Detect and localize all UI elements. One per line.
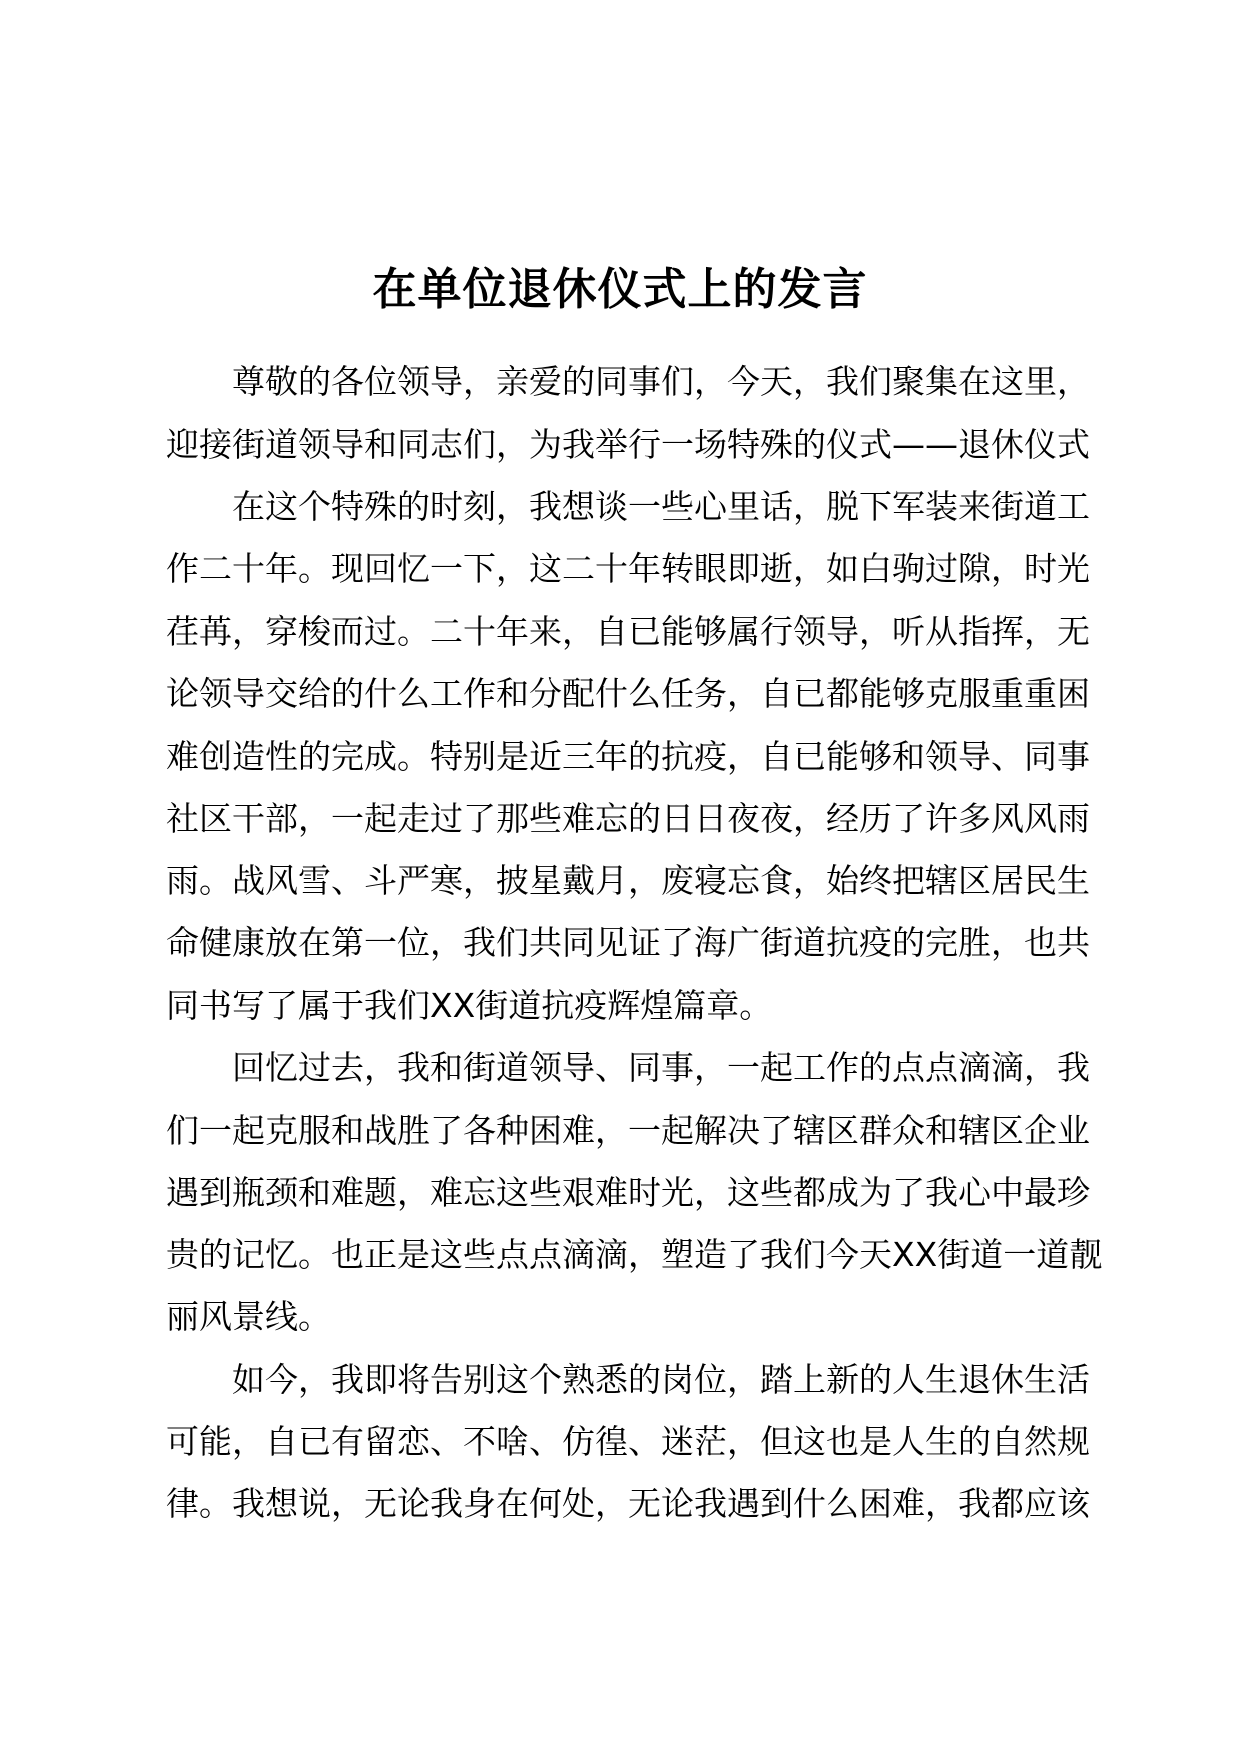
paragraph-line: 贵的记忆。也正是这些点点滴滴，塑造了我们今天XX街道一道靓 [166,1235,1103,1274]
paragraph-line: 遇到瓶颈和难题，难忘这些艰难时光，这些都成为了我心中最珍 [166,1173,1090,1212]
paragraph-line: 荏苒，穿梭而过。二十年来，自已能够属行领导，听从指挥，无 [166,612,1090,651]
paragraph-line: 同书写了属于我们XX街道抗疫辉煌篇章。 [166,986,773,1025]
paragraph-line: 如今，我即将告别这个熟悉的岗位，踏上新的人生退休生活 [232,1360,1090,1399]
paragraph-line: 命健康放在第一位，我们共同见证了海广街道抗疫的完胜，也共 [166,923,1090,962]
paragraph-line: 难创造性的完成。特别是近三年的抗疫，自已能够和领导、同事 [166,737,1090,776]
paragraph-line: 尊敬的各位领导，亲爱的同事们，今天，我们聚集在这里， [232,362,1090,401]
paragraph-line: 社区干部，一起走过了那些难忘的日日夜夜，经历了许多风风雨 [166,799,1090,838]
paragraph-line: 雨。战风雪、斗严寒，披星戴月，废寝忘食，始终把辖区居民生 [166,861,1090,900]
paragraph-line: 迎接街道领导和同志们，为我举行一场特殊的仪式——退休仪式 [166,425,1090,464]
paragraph-line: 律。我想说，无论我身在何处，无论我遇到什么困难，我都应该 [166,1484,1090,1523]
paragraph-line: 在这个特殊的时刻，我想谈一些心里话，脱下军装来街道工 [232,487,1090,526]
paragraph-line: 作二十年。现回忆一下，这二十年转眼即逝，如白驹过隙，时光 [166,549,1090,588]
paragraph-line: 们一起克服和战胜了各种困难，一起解决了辖区群众和辖区企业 [166,1111,1090,1150]
document-title: 在单位退休仪式上的发言 [372,264,868,315]
paragraph-line: 回忆过去，我和街道领导、同事，一起工作的点点滴滴，我 [232,1048,1090,1087]
paragraph-line: 可能，自已有留恋、不啥、仿徨、迷茫，但这也是人生的自然规 [166,1422,1090,1461]
paragraph-line: 丽风景线。 [166,1297,331,1336]
paragraph-line: 论领导交给的什么工作和分配什么任务，自已都能够克服重重困 [166,674,1090,713]
